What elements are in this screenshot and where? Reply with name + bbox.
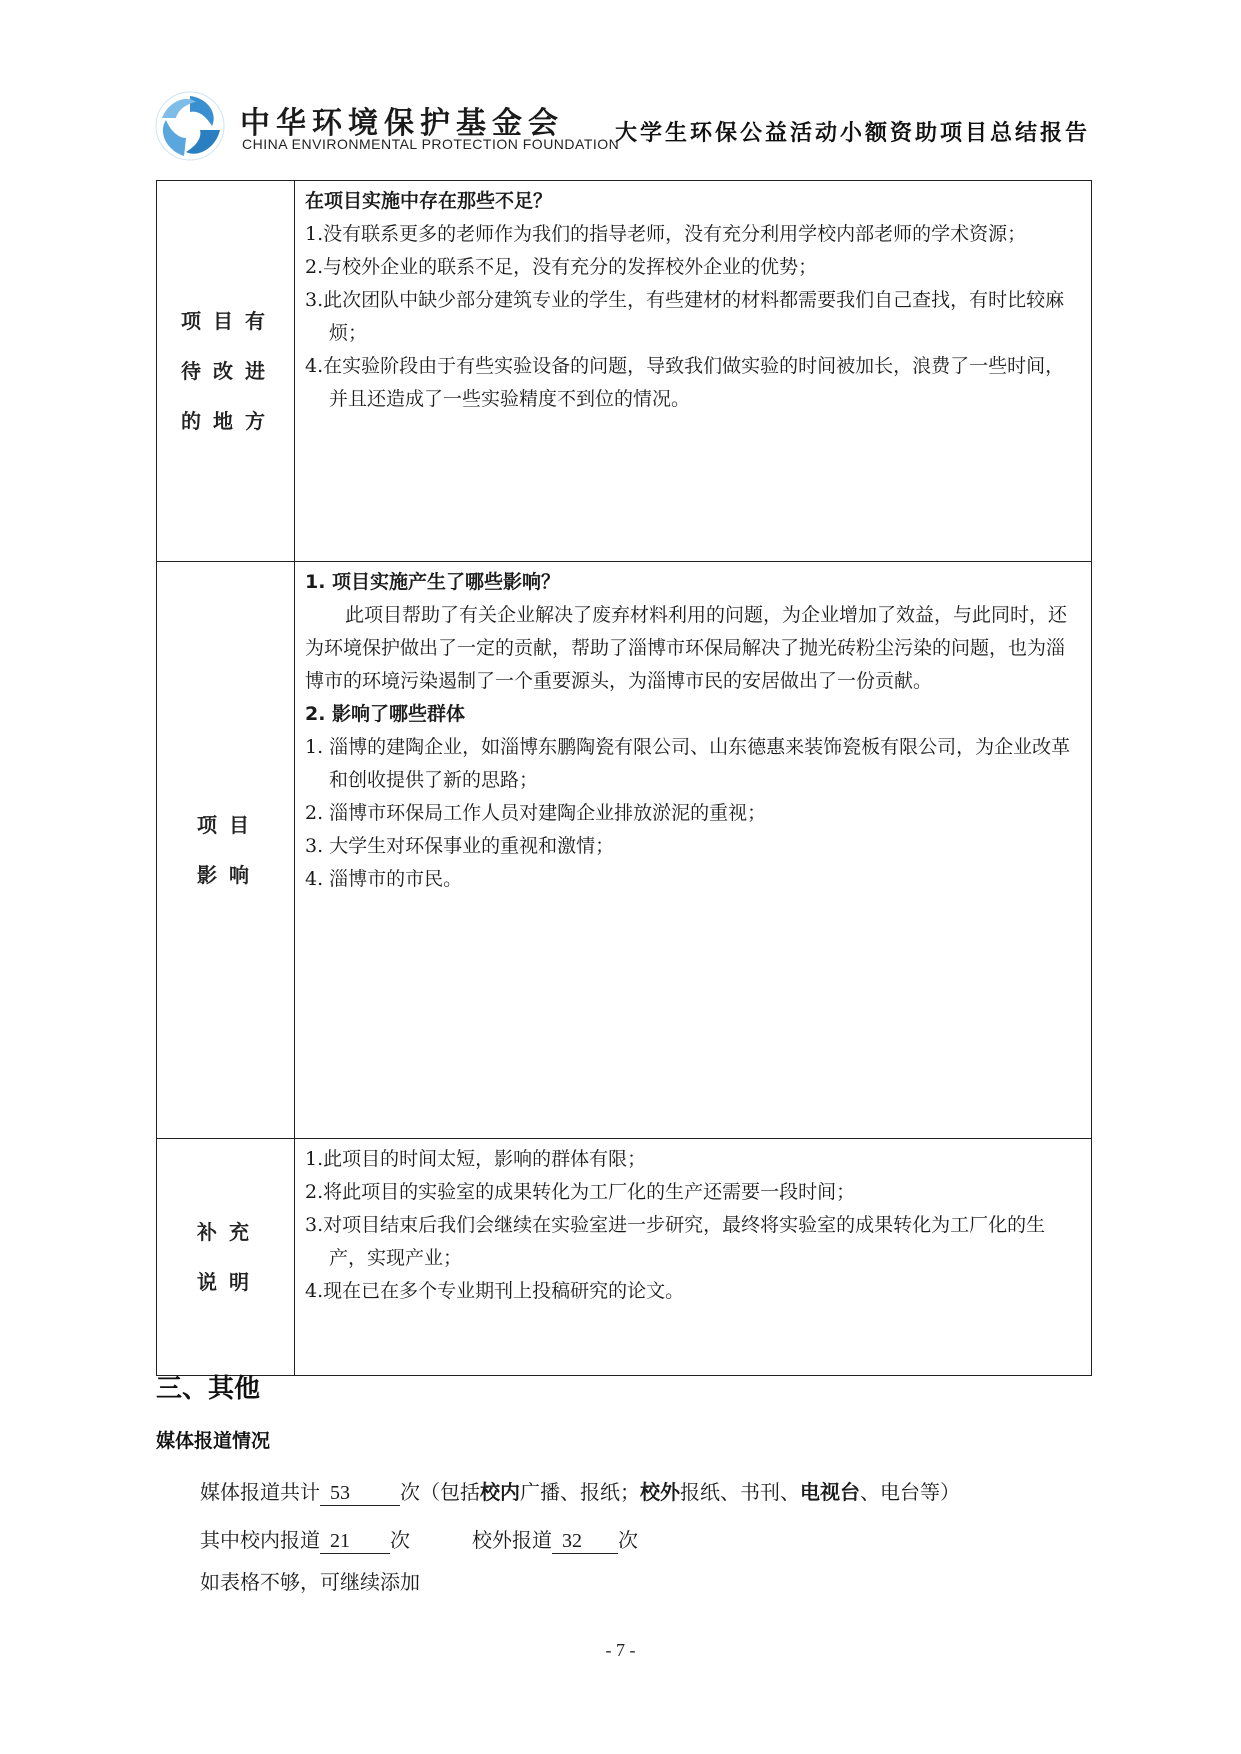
list-item: 4.在实验阶段由于有些实验设备的问题，导致我们做实验的时间被加长，浪费了一些时间，并且还造成了一些实验精度不到位的情况。 [305,355,1065,410]
text: 其中校内报道 [200,1528,320,1552]
list-item: 2. 淄博市环保局工作人员对建陶企业排放淤泥的重视； [305,802,767,824]
list-item: 4.现在已在多个专业期刊上投稿研究的论文。 [305,1280,685,1302]
total-count-field: 53 [320,1481,400,1506]
page-number: - 7 - [605,1640,636,1660]
org-name-cn: 中华环境保护基金会 [240,106,564,141]
row-content-impact [295,562,1092,1139]
label-line: 影响 [197,863,261,887]
question-heading: 1. 项目实施产生了哪些影响？ [305,571,561,593]
text: 媒体报道共计 [200,1480,320,1504]
text-bold: 校内 [480,1480,520,1504]
list-item: 3.对项目结束后我们会继续在实验室进一步研究，最终将实验室的成果转化为工厂化的生产，实现产业； [305,1214,1046,1269]
label-line: 的地方 [181,409,277,433]
media-total-line [200,1476,960,1506]
summary-table [156,180,1092,1376]
question-heading: 在项目实施中存在那些不足？ [305,190,553,212]
text-bold: 校外 [640,1480,680,1504]
text: 广播、报纸； [520,1480,640,1504]
campus-count-field: 21 [320,1529,390,1554]
section-subtitle: 媒体报道情况 [156,1430,271,1452]
table-row-supplement [157,1139,1092,1376]
text: 次 [618,1528,638,1552]
list-item: 3. 大学生对环保事业的重视和激情； [305,835,615,857]
list-item: 1.此项目的时间太短，影响的群体有限； [305,1148,647,1170]
text: 次（包括 [400,1480,480,1504]
list-item: 1.没有联系更多的老师作为我们的指导老师，没有充分利用学校内部老师的学术资源； [305,223,1027,245]
label-line: 说明 [197,1270,261,1294]
text: 报纸、书刊、 [680,1480,800,1504]
section-title: 三、其他 [156,1374,261,1404]
page-header [150,86,1090,166]
list-item: 2.与校外企业的联系不足，没有充分的发挥校外企业的优势； [305,256,818,278]
label-line: 项目 [197,813,261,837]
row-label-impact [157,562,295,1139]
foundation-logo-icon [154,90,226,162]
label-line: 待改进 [181,359,277,383]
text: 校外报道 [472,1528,552,1552]
list-item: 3.此次团队中缺少部分建筑专业的学生，有些建材的材料都需要我们自己查找，有时比较麻烦； [305,289,1065,344]
row-content-supplement [295,1139,1092,1376]
text: 、电台等） [860,1480,960,1504]
text-bold: 电视台 [800,1480,860,1504]
report-title: 大学生环保公益活动小额资助项目总结报告 [614,121,1090,146]
row-label-improvements [157,181,295,562]
row-label-supplement [157,1139,295,1376]
list-item: 2.将此项目的实验室的成果转化为工厂化的生产还需要一段时间； [305,1181,856,1203]
list-item: 4. 淄博市的市民。 [305,868,463,890]
table-row-improvements [157,181,1092,562]
label-line: 补充 [197,1220,261,1244]
table-row-impact [157,562,1092,1139]
text: 次 [390,1528,410,1552]
row-content-improvements [295,181,1092,562]
list-item: 1. 淄博的建陶企业，如淄博东鹏陶瓷有限公司、山东德惠来装饰瓷板有限公司，为企业改革和创收提供了新的思路； [305,736,1071,791]
offcampus-count-field: 32 [552,1529,618,1554]
media-breakdown-line [200,1524,638,1554]
org-name-en: CHINA ENVIRONMENTAL PROTECTION FOUNDATION [242,136,620,152]
paragraph: 此项目帮助了有关企业解决了废弃材料利用的问题，为企业增加了效益，与此同时，还为环境保护做出了一定的贡献，帮助了淄博市环保局解决了抛光砖粉尘污染的问题，也为淄博市的环境污染遏制了一个重要源头，为淄博市民的安居做出了一份贡献。 [305,604,1068,692]
note-line: 如表格不够，可继续添加 [200,1570,420,1594]
question-heading: 2. 影响了哪些群体 [305,703,466,725]
label-line: 项目有 [181,309,277,333]
